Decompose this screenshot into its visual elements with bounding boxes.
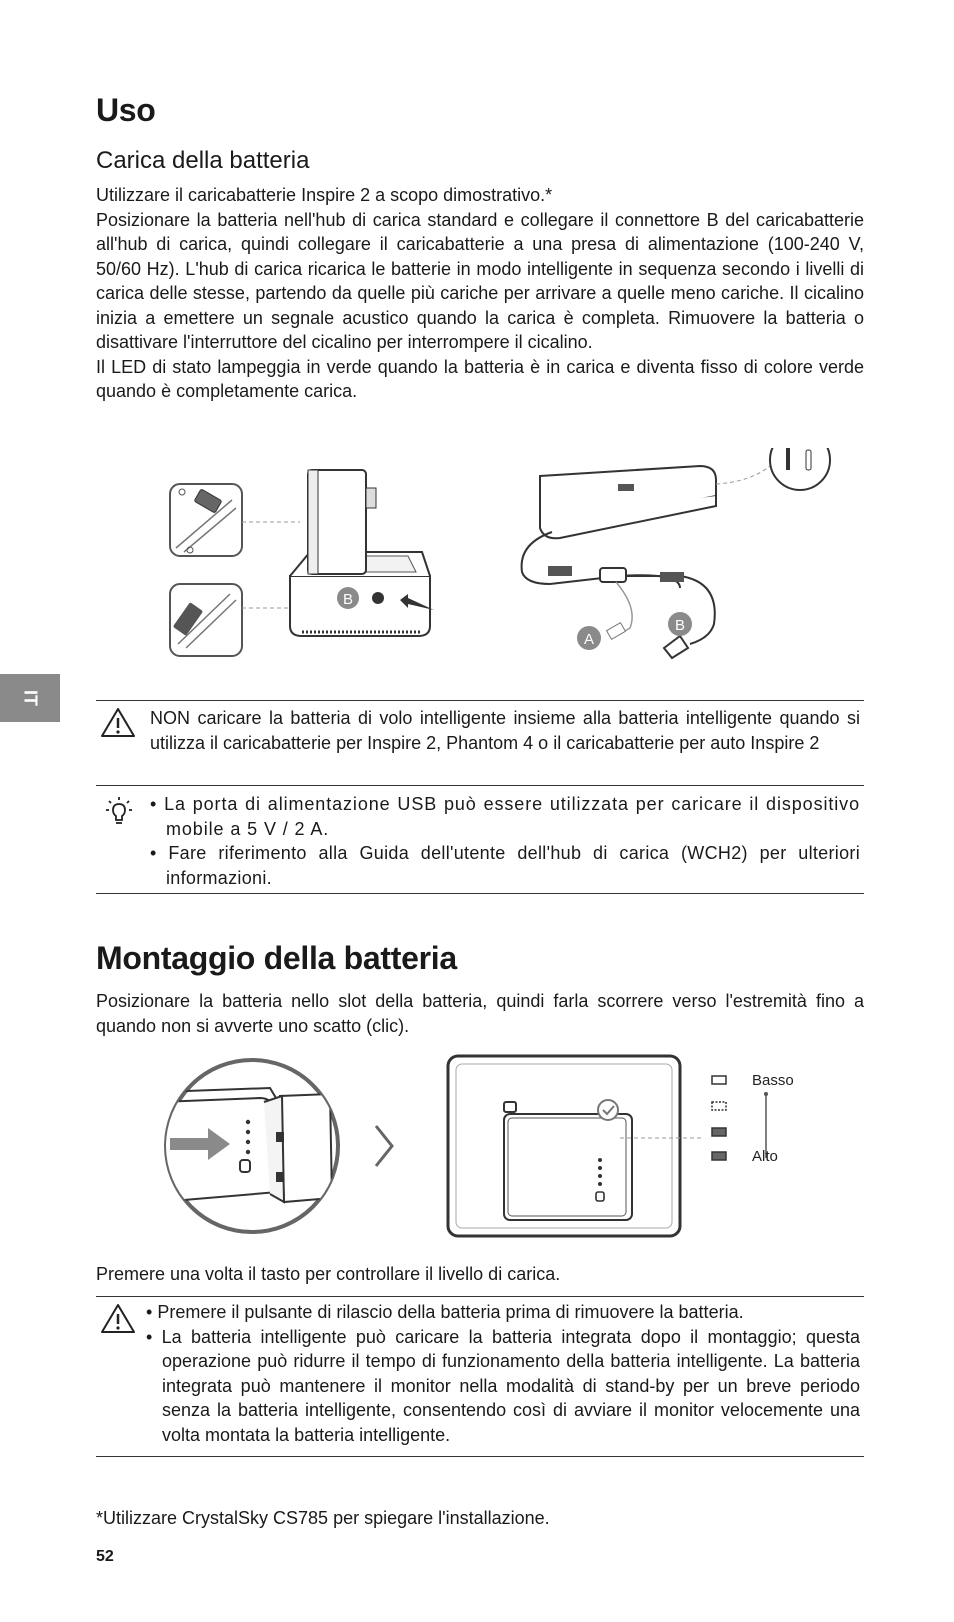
tip-item: • La porta di alimentazione USB può essere utilizzata per caricare il dispositivo mobile a 5 V / 2 A. bbox=[150, 794, 860, 839]
uso-paragraph-2: Posizionare la batteria nell'hub di carica standard e collegare il connettore B del caricabatterie all'hub di carica, quindi collegare il caricabatterie a una presa di alimentazione (100-240 V, 50/60 Hz). L'hub di carica ricarica le batterie in modo intelligente in sequenza secondo i livelli di carica delle stesse, partendo da quelle più cariche per arrivare a quelle meno cariche. Il cicalino inizia a emettere un segnale acustico quando la carica è completa. Rimuovere la batteria o disattivare l'interruttore del cicalino per interrompere il cicalino. bbox=[96, 209, 864, 352]
chevron-right-icon bbox=[376, 1126, 392, 1166]
tips-list bbox=[150, 792, 860, 890]
checkmark-icon bbox=[598, 1100, 618, 1120]
battery-insert-closeup bbox=[160, 1060, 338, 1232]
language-tab-label: IT bbox=[20, 690, 41, 706]
charging-hub bbox=[290, 470, 430, 636]
level-label-high: Alto bbox=[752, 1148, 778, 1165]
charger bbox=[522, 448, 830, 658]
warning-text-charge: NON caricare la batteria di volo intelligente insieme alla batteria intelligente quando si utilizza il caricabatterie per Inspire 2, Phantom 4 o il caricabatterie per auto Inspire 2 bbox=[150, 708, 860, 753]
uso-paragraph-3: Il LED di stato lampeggia in verde quando la batteria è in carica e diventa fisso di colore verde quando è completamente carica. bbox=[96, 356, 864, 401]
uso-body bbox=[96, 183, 864, 404]
footnote: *Utilizzare CrystalSky CS785 per spiegare l'installazione. bbox=[96, 1508, 550, 1528]
cable-label-a: A bbox=[583, 631, 595, 648]
rule-top-warning-2 bbox=[96, 1296, 864, 1297]
mounting-figure bbox=[160, 1052, 850, 1242]
warning-triangle-icon bbox=[100, 1302, 136, 1334]
section-title-uso: Uso bbox=[96, 92, 156, 128]
level-label-low: Basso bbox=[752, 1072, 794, 1089]
section-title-montaggio: Montaggio della batteria bbox=[96, 940, 457, 976]
charging-figure bbox=[160, 448, 870, 678]
montaggio-paragraph: Posizionare la batteria nello slot della batteria, quindi farla scorrere verso l'estremità fino a quando non si avverte uno scatto (clic). bbox=[96, 991, 864, 1036]
warning-item: • Premere il pulsante di rilascio della batteria prima di rimuovere la batteria. bbox=[146, 1302, 744, 1322]
subtitle-carica: Carica della batteria bbox=[96, 147, 310, 174]
mounting-warnings bbox=[146, 1300, 860, 1447]
rule-top-warning bbox=[96, 700, 864, 701]
battery-level-indicator bbox=[712, 1072, 794, 1165]
rule-bottom-warning-2 bbox=[96, 1456, 864, 1457]
rule-bottom-tips bbox=[96, 893, 864, 894]
rule-mid-warning bbox=[96, 785, 864, 786]
tip-item: • Fare riferimento alla Guida dell'utente dell'hub di carica (WCH2) per ulteriori informazioni. bbox=[150, 843, 860, 888]
language-tab bbox=[0, 674, 60, 722]
uso-paragraph-1: Utilizzare il caricabatterie Inspire 2 a scopo dimostrativo.* bbox=[96, 185, 553, 205]
detail-connector-1 bbox=[170, 484, 242, 556]
check-level-text: Premere una volta il tasto per controllare il livello di carica. bbox=[96, 1264, 561, 1284]
warning-triangle-icon bbox=[100, 706, 136, 738]
cable-label-b: B bbox=[674, 617, 686, 634]
monitor-back bbox=[448, 1056, 680, 1236]
warning-text-release: Premere il pulsante di rilascio della batteria prima di rimuovere la batteria. bbox=[157, 1302, 744, 1322]
tip-text-1: La porta di alimentazione USB può essere utilizzata per caricare il dispositivo mobile a 5 V / 2 A. bbox=[164, 794, 860, 839]
lightbulb-tip-icon bbox=[102, 796, 136, 830]
warning-item: • La batteria intelligente può caricare la batteria integrata dopo il montaggio; questa operazione può ridurre il tempo di funzionamento della batteria intelligente. La batteria integrata può mantenere il monitor nella modalità di stand-by per un breve periodo senza la batteria intelligente, consentendo così di avviare il monitor velocemente una volta montata la batteria intelligente. bbox=[146, 1326, 860, 1445]
tip-text-2: Fare riferimento alla Guida dell'utente dell'hub di carica (WCH2) per ulteriori informazioni. bbox=[166, 843, 860, 888]
detail-connector-2 bbox=[170, 584, 242, 656]
hub-label-b: B bbox=[342, 591, 354, 608]
page-number: 52 bbox=[96, 1548, 114, 1565]
warning-text-integrated: La batteria intelligente può caricare la batteria integrata dopo il montaggio; questa operazione può ridurre il tempo di funzionamento della batteria intelligente. La batteria integrata può mantenere il monitor nella modalità di stand-by per un breve periodo senza la batteria intelligente, consentendo così di avviare il monitor velocemente una volta montata la batteria intelligente. bbox=[161, 1326, 860, 1445]
